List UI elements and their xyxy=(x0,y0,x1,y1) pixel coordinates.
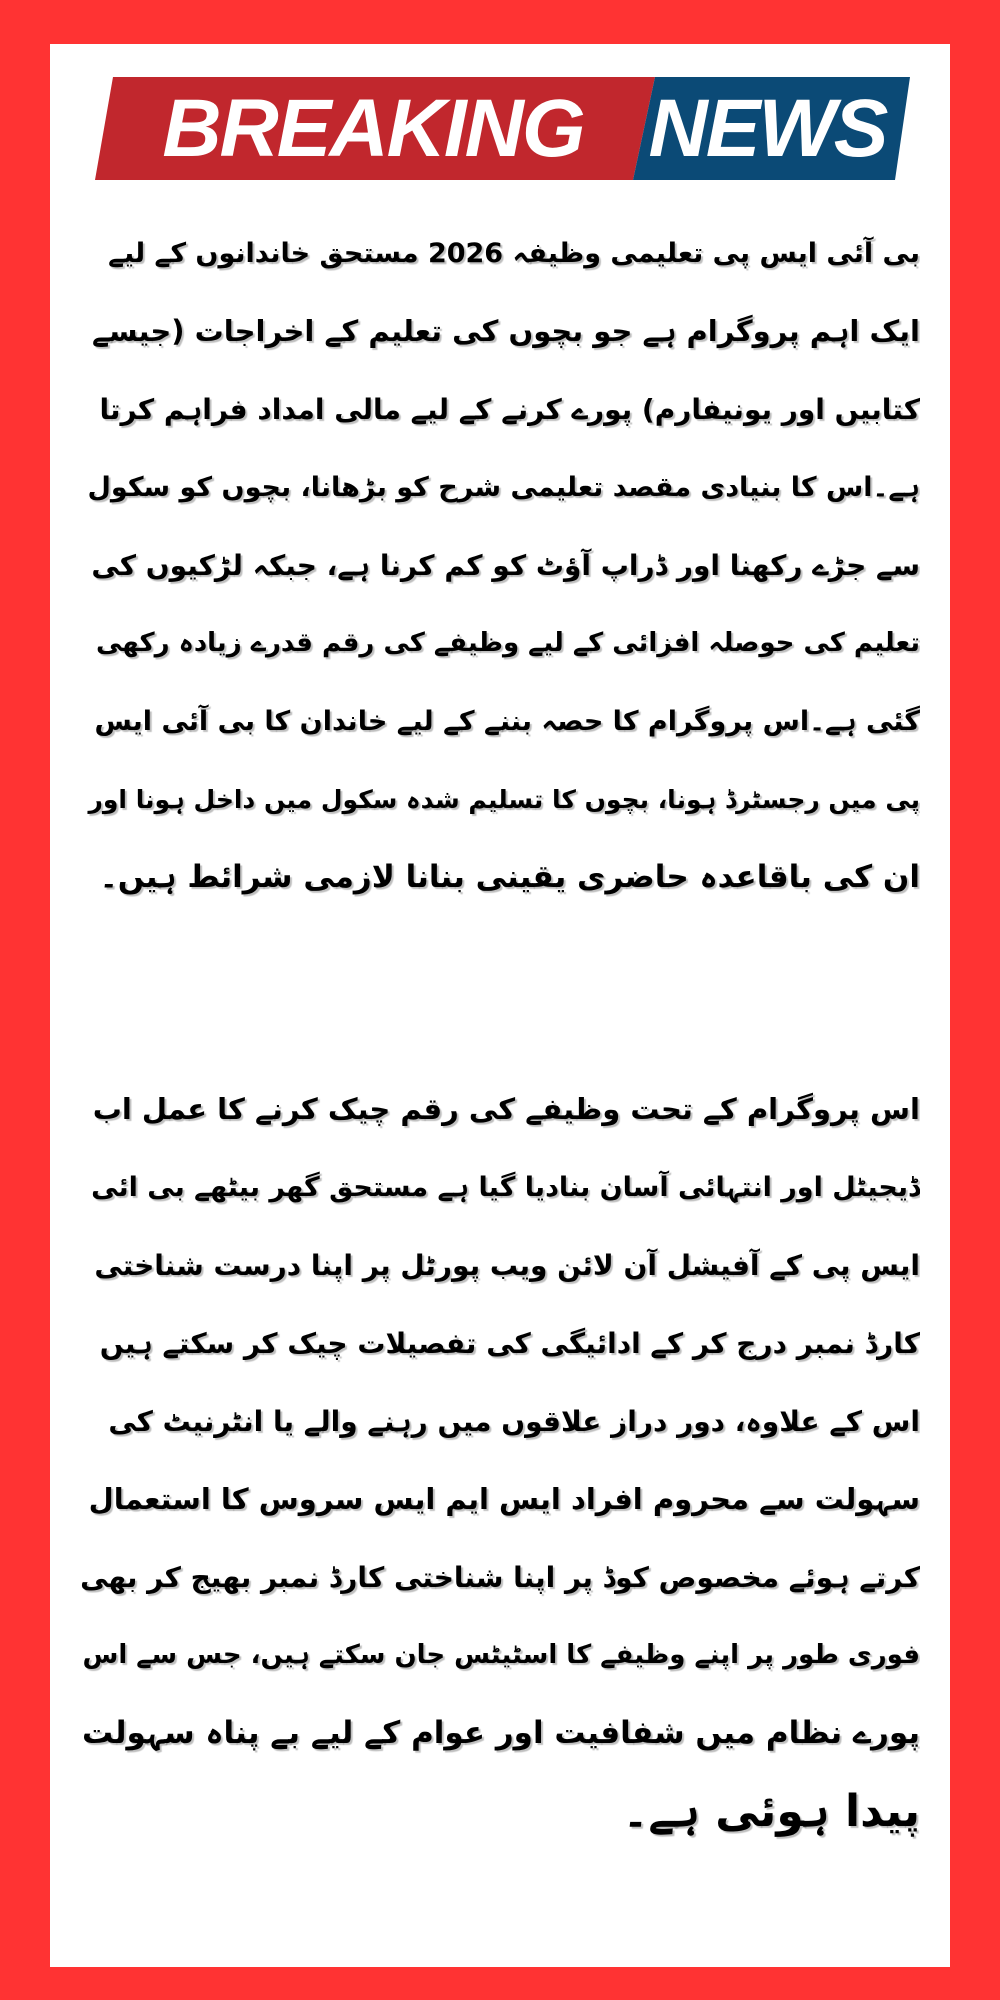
article-line: سہولت سے محروم افراد ایس ایم ایس سروس کا استعمال xyxy=(88,1482,920,1516)
article-line: سے جڑے رکھنا اور ڈراپ آؤٹ کو کم کرنا ہے، جبکہ لڑکیوں کی xyxy=(91,548,920,582)
breaking-news-banner xyxy=(95,77,910,180)
content-panel xyxy=(50,44,950,1967)
article-line: پورے نظام میں شفافیت اور عوام کے لیے بے پناہ سہولت xyxy=(82,1715,920,1751)
article-line: ایک اہم پروگرام ہے جو بچوں کی تعلیم کے اخراجات (جیسے xyxy=(92,314,920,348)
article-line: کرتے ہوئے مخصوص کوڈ پر اپنا شناختی کارڈ نمبر بھیج کر بھی xyxy=(80,1560,920,1594)
article-line: پیدا ہوئی ہے۔ xyxy=(622,1785,920,1837)
article-line: ان کی باقاعدہ حاضری یقینی بنانا لازمی شرائط ہیں۔ xyxy=(99,859,920,895)
article-line: پی میں رجسٹرڈ ہونا، بچوں کا تسلیم شدہ سکول میں داخل ہونا اور xyxy=(88,784,920,814)
article-line: ڈیجیٹل اور انتہائی آسان بنادیا گیا ہے مستحق گھر بیٹھے بی ائی xyxy=(91,1171,920,1203)
article-line: فوری طور پر اپنے وظیفے کا اسٹیٹس جان سکتے ہیں، جس سے اس xyxy=(82,1640,920,1670)
banner-word-news: NEWS xyxy=(648,82,887,174)
article-line: بی آئی ایس پی تعلیمی وظیفہ 2026 مستحق خاندانوں کے لیے xyxy=(108,237,920,269)
article-line: کتابیں اور یونیفارم) پورے کرنے کے لیے مالی امداد فراہم کرتا xyxy=(99,392,920,426)
article-line: اس کے علاوہ، دور دراز علاقوں میں رہنے والے یا انٹرنیٹ کی xyxy=(108,1404,920,1438)
banner-word-breaking: BREAKING xyxy=(162,82,584,174)
article-line: تعلیم کی حوصلہ افزائی کے لیے وظیفے کی رقم قدرے زیادہ رکھی xyxy=(95,628,920,658)
article-line: گئی ہے۔اس پروگرام کا حصہ بننے کے لیے خاندان کا بی آئی ایس xyxy=(94,705,920,737)
article-line: ایس پی کے آفیشل آن لائن ویب پورٹل پر اپنا درست شناختی xyxy=(94,1248,920,1282)
article-line: کارڈ نمبر درج کر کے ادائیگی کی تفصیلات چیک کر سکتے ہیں xyxy=(99,1326,920,1360)
article-line: ہے۔اس کا بنیادی مقصد تعلیمی شرح کو بڑھانا، بچوں کو سکول xyxy=(87,471,920,503)
article-line: اس پروگرام کے تحت وظیفے کی رقم چیک کرنے کا عمل اب xyxy=(92,1092,920,1126)
